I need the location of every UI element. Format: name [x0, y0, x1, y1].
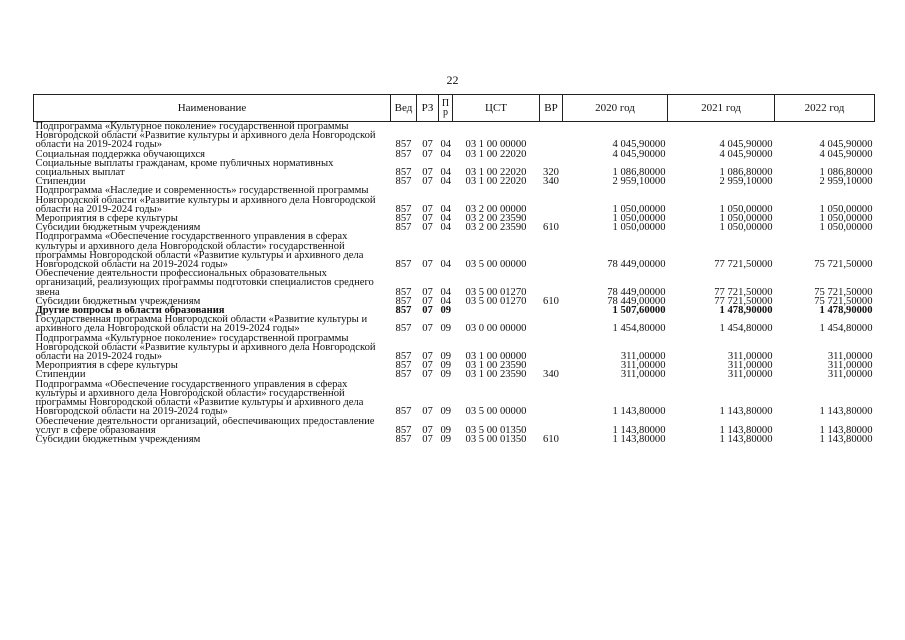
row-rz: 07: [422, 369, 433, 381]
row-rz: 07: [422, 167, 433, 179]
row-pr: 04: [440, 222, 452, 234]
row-amount-2021: 1 143,80000: [719, 406, 773, 418]
row-amount-2022: 4 045,90000: [819, 148, 873, 160]
row-name: Другие вопросы в области образования: [35, 306, 225, 316]
row-ved: 857: [395, 295, 412, 307]
budget-table: [33, 94, 875, 444]
row-cst: 03 1 00 22020: [465, 167, 527, 179]
row-amount-2022: 1 143,80000: [819, 424, 873, 436]
row-amount-2021: 4 045,90000: [719, 148, 773, 160]
row-ved: 857: [395, 305, 412, 317]
row-vr: [540, 122, 563, 150]
row-amount-2021: 1 143,80000: [719, 424, 773, 436]
row-pr: 04: [440, 176, 452, 188]
row-vr: 320: [543, 167, 559, 179]
table-row: [34, 186, 875, 214]
row-amount-2020: 1 050,00000: [612, 213, 666, 225]
row-amount-2020: 2 959,10000: [612, 176, 666, 188]
header-2022: 2022 год: [775, 95, 875, 122]
row-ved: 857: [395, 213, 412, 225]
header-ved: Вед: [391, 95, 417, 122]
row-vr: 610: [543, 433, 559, 445]
row-amount-2020: 1 143,80000: [612, 424, 666, 436]
row-vr: 340: [543, 176, 559, 188]
table-row: [34, 417, 875, 435]
row-cst: 03 1 00 22020: [465, 148, 527, 160]
row-amount-2021: 1 143,80000: [719, 433, 773, 445]
table-row: [34, 370, 875, 379]
row-amount-2020: 1 143,80000: [612, 406, 666, 418]
row-vr: 610: [543, 295, 559, 307]
row-cst: [453, 306, 540, 315]
row-pr: 09: [440, 406, 452, 418]
table-row: [34, 232, 875, 269]
row-amount-2020: 311,00000: [620, 369, 666, 381]
header-2020: 2020 год: [563, 95, 668, 122]
row-pr: 09: [440, 433, 452, 445]
row-rz: 07: [422, 433, 433, 445]
row-ved: 857: [395, 433, 412, 445]
row-amount-2021: 1 050,00000: [719, 222, 773, 234]
row-amount-2020: 4 045,90000: [612, 139, 666, 151]
row-amount-2020: 78 449,00000: [607, 286, 666, 298]
row-amount-2020: 1 086,80000: [612, 167, 666, 179]
row-cst: 03 1 00 00000: [465, 351, 527, 363]
table-header-row: [34, 95, 875, 122]
row-vr: [540, 334, 563, 362]
row-vr: [540, 380, 563, 417]
row-amount-2020: 1 050,00000: [612, 222, 666, 234]
table-row: [34, 435, 875, 444]
header-vr: ВР: [540, 95, 563, 122]
row-amount-2020: 78 449,00000: [607, 259, 666, 271]
row-amount-2021: 1 050,00000: [719, 213, 773, 225]
table-row: [34, 150, 875, 159]
row-amount-2022: 1 143,80000: [819, 406, 873, 418]
row-name: Обеспечение деятельности профессиональных образовательных организаций, реализующих программы подготовки специалистов среднего звена: [35, 269, 374, 297]
row-rz: 07: [422, 286, 433, 298]
row-name: Подпрограмма «Обеспечение государственного управления в сферах культуры и архивного дела Новгородской области» государственной программы Новгородской области «Развитие культуры и архивного дела Новгородской области на 2019-2024 годы»: [35, 232, 364, 270]
row-amount-2021: 4 045,90000: [719, 139, 773, 151]
row-pr: 04: [440, 286, 452, 298]
row-pr: 09: [440, 360, 452, 372]
row-pr: 09: [440, 369, 452, 381]
row-vr: 610: [543, 222, 559, 234]
row-ved: 857: [395, 259, 412, 271]
row-vr: [540, 186, 563, 214]
row-amount-2021: 1 086,80000: [719, 167, 773, 179]
row-name: Подпрограмма «Наследие и современность» государственной программы Новгородской области «Развитие культуры и архивного дела Новгородской области на 2019-2024 годы»: [35, 186, 376, 215]
table-row: [34, 269, 875, 297]
row-pr: 04: [440, 203, 452, 215]
row-pr: 04: [440, 139, 452, 151]
row-cst: 03 1 00 23590: [465, 360, 527, 372]
row-name: Стипендии: [35, 177, 86, 187]
header-rz: РЗ: [417, 95, 439, 122]
row-vr: [540, 306, 563, 315]
row-amount-2022: 311,00000: [827, 351, 873, 363]
row-ved: 857: [395, 323, 412, 335]
row-cst: 03 5 00 01350: [465, 424, 527, 436]
row-amount-2021: 77 721,50000: [714, 295, 773, 307]
header-name: Наименование: [34, 95, 391, 122]
row-vr: [540, 269, 563, 297]
header-pr-label: П р: [441, 98, 450, 118]
row-ved: 857: [395, 203, 412, 215]
row-rz: 07: [422, 295, 433, 307]
row-cst: 03 2 00 23590: [465, 222, 527, 234]
row-rz: 07: [422, 406, 433, 418]
row-name: Субсидии бюджетным учреждениям: [35, 434, 201, 445]
table-row: [34, 223, 875, 232]
row-amount-2021: 311,00000: [727, 360, 773, 372]
row-ved: 857: [395, 148, 412, 160]
row-amount-2021: 311,00000: [727, 351, 773, 363]
row-pr: 09: [440, 424, 452, 436]
row-amount-2022: 2 959,10000: [819, 176, 873, 188]
row-pr: 04: [440, 259, 452, 271]
header-cst: ЦСТ: [453, 95, 540, 122]
row-pr: 09: [440, 305, 452, 317]
row-amount-2020: 1 143,80000: [612, 433, 666, 445]
row-amount-2022: 75 721,50000: [814, 286, 873, 298]
row-amount-2022: 311,00000: [827, 360, 873, 372]
row-cst: 03 5 00 01270: [465, 286, 527, 298]
row-cst: 03 5 00 01350: [465, 433, 527, 445]
row-pr: 09: [440, 323, 452, 335]
row-amount-2020: 78 449,00000: [607, 295, 666, 307]
row-name: Обеспечение деятельности организаций, обеспечивающих предоставление услуг в сфере образования: [35, 416, 375, 435]
row-amount-2022: 1 454,80000: [819, 323, 873, 335]
row-vr: [540, 315, 563, 333]
row-amount-2020: 311,00000: [620, 351, 666, 363]
page-number: 22: [446, 73, 459, 87]
table-row: [34, 122, 875, 150]
row-name: Мероприятия в сфере культуры: [35, 214, 178, 224]
row-amount-2022: 1 050,00000: [819, 213, 873, 225]
row-pr: 04: [440, 167, 452, 179]
row-cst: 03 0 00 00000: [465, 323, 527, 335]
row-amount-2022: 1 086,80000: [819, 167, 873, 179]
row-amount-2022: 4 045,90000: [819, 139, 873, 151]
row-amount-2021: 77 721,50000: [714, 259, 773, 271]
row-pr: 09: [440, 351, 452, 363]
row-ved: 857: [395, 351, 412, 363]
row-cst: 03 5 00 01270: [465, 295, 527, 307]
row-rz: 07: [422, 176, 433, 188]
row-rz: 07: [422, 139, 433, 151]
row-ved: 857: [395, 286, 412, 298]
row-cst: 03 2 00 23590: [465, 213, 527, 225]
table-row: [34, 159, 875, 177]
row-rz: 07: [422, 351, 433, 363]
row-amount-2020: 1 050,00000: [612, 203, 666, 215]
row-ved: 857: [395, 222, 412, 234]
row-vr: [540, 232, 563, 269]
row-amount-2021: 2 959,10000: [719, 176, 773, 188]
row-cst: 03 5 00 00000: [465, 406, 527, 418]
row-ved: 857: [395, 176, 412, 188]
row-vr: [540, 417, 563, 435]
row-cst: 03 1 00 00000: [465, 139, 527, 151]
row-vr: 340: [543, 369, 559, 381]
row-rz: 07: [422, 203, 433, 215]
row-amount-2022: 1 050,00000: [819, 203, 873, 215]
row-amount-2020: 311,00000: [620, 360, 666, 372]
row-amount-2022: 311,00000: [827, 369, 873, 381]
table-row: [34, 380, 875, 417]
row-amount-2022: 1 143,80000: [819, 433, 873, 445]
row-name: Субсидии бюджетным учреждениям: [35, 223, 201, 233]
row-rz: 07: [422, 323, 433, 335]
row-cst: 03 2 00 00000: [465, 203, 527, 215]
row-name: Подпрограмма «Культурное поколение» государственной программы Новгородской области «Развитие культуры и архивного дела Новгородской области на 2019-2024 годы»: [35, 121, 376, 150]
row-pr: 04: [440, 295, 452, 307]
row-name: Подпрограмма «Культурное поколение» государственной программы Новгородской области «Развитие культуры и архивного дела Новгородской области на 2019-2024 годы»: [35, 333, 376, 362]
row-rz: 07: [422, 148, 433, 160]
table-row: [34, 334, 875, 362]
row-cst: 03 5 00 00000: [465, 259, 527, 271]
row-name: Социальные выплаты гражданам, кроме публичных нормативных социальных выплат: [35, 158, 334, 178]
row-amount-2020: 1 454,80000: [612, 323, 666, 335]
table-body: [34, 122, 875, 445]
row-name: Субсидии бюджетным учреждениям: [35, 296, 201, 307]
row-name: Мероприятия в сфере культуры: [35, 361, 178, 371]
table-row: [34, 315, 875, 333]
row-name: Подпрограмма «Обеспечение государственного управления в сферах культуры и архивного дела Новгородской области» государственной программы Новгородской области «Развитие культуры и архивного дела Новгородской области на 2019-2024 годы»: [35, 379, 364, 417]
row-rz: 07: [422, 424, 433, 436]
row-amount-2021: 77 721,50000: [714, 286, 773, 298]
row-amount-2022: 1 050,00000: [819, 222, 873, 234]
row-amount-2021: 1 454,80000: [719, 323, 773, 335]
row-pr: 04: [440, 213, 452, 225]
row-ved: 857: [395, 139, 412, 151]
row-rz: 07: [422, 360, 433, 372]
row-cst: 03 1 00 22020: [465, 176, 527, 188]
row-amount-2021: 1 050,00000: [719, 203, 773, 215]
row-amount-2020: 1 507,60000: [612, 305, 666, 317]
table-row: [34, 177, 875, 186]
row-name: Государственная программа Новгородской области «Развитие культуры и архивного дела Новгородской области на 2019-2024 годы»: [35, 315, 368, 334]
row-name: Стипендии: [35, 370, 86, 380]
header-pr: [439, 95, 453, 122]
row-amount-2021: 1 478,90000: [719, 305, 773, 317]
row-cst: 03 1 00 23590: [465, 369, 527, 381]
row-amount-2022: 75 721,50000: [814, 295, 873, 307]
row-amount-2022: 75 721,50000: [814, 259, 873, 271]
row-name: Социальная поддержка обучающихся: [35, 149, 206, 159]
row-ved: 857: [395, 369, 412, 381]
row-rz: 07: [422, 305, 433, 317]
row-rz: 07: [422, 213, 433, 225]
row-ved: 857: [395, 406, 412, 418]
row-ved: 857: [395, 167, 412, 179]
row-rz: 07: [422, 222, 433, 234]
row-vr: [540, 150, 563, 159]
row-amount-2022: 1 478,90000: [819, 305, 873, 317]
header-2021: 2021 год: [668, 95, 775, 122]
row-rz: 07: [422, 259, 433, 271]
row-ved: 857: [395, 360, 412, 372]
row-pr: 04: [440, 148, 452, 160]
table-row: [34, 306, 875, 315]
row-amount-2020: 4 045,90000: [612, 148, 666, 160]
row-ved: 857: [395, 424, 412, 436]
row-amount-2021: 311,00000: [727, 369, 773, 381]
